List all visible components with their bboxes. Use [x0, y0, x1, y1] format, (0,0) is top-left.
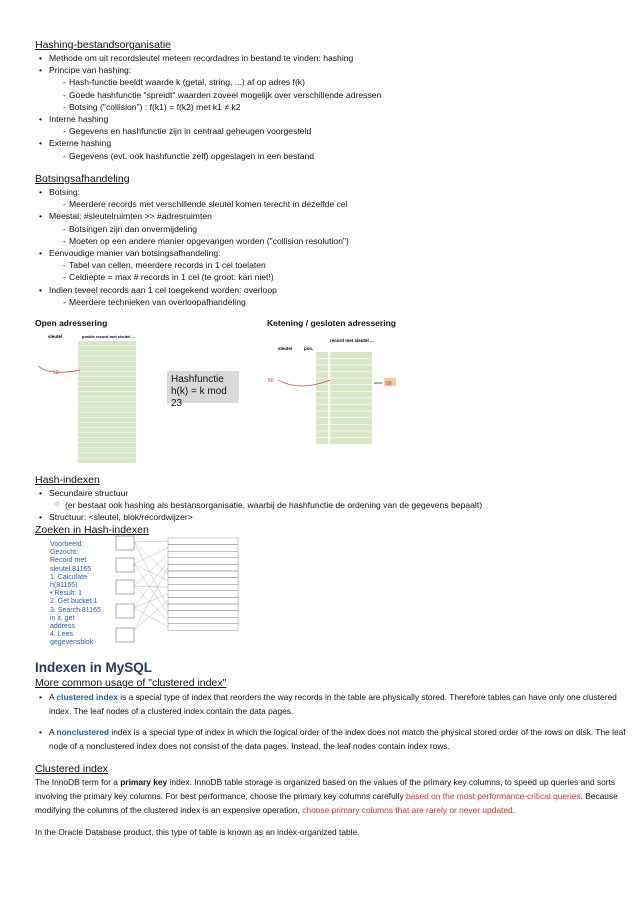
open-table-cell — [78, 382, 136, 387]
chain-record-cell — [330, 398, 372, 404]
bucket-pointer — [134, 564, 168, 581]
list-item: - Celdiepte = max # records in 1 cel (te groot: kan niet!) — [35, 271, 625, 283]
record-row — [168, 617, 238, 624]
open-table-cell — [78, 443, 136, 448]
list-item: - Tabel van cellen, meerdere records in 1 cel toelaten — [35, 259, 625, 271]
figure-step-line: • Result: 1 — [50, 590, 83, 598]
chain-pos-cell — [316, 411, 328, 417]
open-table-cell — [78, 453, 136, 458]
list-item: • Methode om uit recordsleutel meteen recordadres in bestand te vinden: hashing — [35, 52, 625, 64]
bucket-box — [116, 536, 134, 550]
open-table-cell — [78, 418, 136, 423]
bucket-pointer — [134, 554, 168, 586]
open-table-cell — [78, 458, 136, 463]
list-item: - Meerdere records met verschillende sleutel komen terecht in dezelfde cel — [35, 198, 625, 210]
record-row — [168, 551, 238, 558]
open-table-cell — [78, 412, 136, 417]
open-table-cell — [78, 402, 136, 407]
list-item: • Indien teveel records aan 1 cel toegekend worden: overloop — [35, 284, 625, 296]
open-table-cell — [78, 377, 136, 382]
figure-step-line: Voorbeeld: — [50, 541, 84, 548]
list-item: ○ (er bestaat ook hashing als bestansorganisatie, waarbij de hashfunctie de ordening van de gegevens bepaalt) — [35, 499, 625, 511]
list-item: - Botsing ("collision") : f(k1) = f(k2) met k1 ≠ k2 — [35, 101, 625, 113]
bucket-pointer — [134, 548, 168, 564]
chain-overflow-value: 50 — [386, 381, 392, 387]
figure-step-line: sleutel 81165 — [50, 565, 92, 573]
list-item: - Gegevens (evt. ook hashfunctie zelf) opgeslagen in een bestand — [35, 150, 625, 162]
list-item: • Meestal: #sleutelruimten >> #adresruimten — [35, 210, 625, 222]
chain-header-pos: pos. — [304, 346, 314, 351]
open-table-cell — [78, 407, 136, 412]
hash-function-box — [167, 371, 239, 409]
list-item: - Botsingen zijn dan onvermijdeling — [35, 223, 625, 235]
chain-pos-cell — [316, 359, 328, 365]
chain-record-cell — [330, 372, 372, 378]
chain-record-cell — [330, 411, 372, 417]
open-header-pos: positie record met sleutel ... — [82, 334, 135, 339]
chain-record-cell — [330, 359, 372, 365]
chain-header-rec: record met sleutel ... — [330, 338, 374, 343]
record-row — [168, 578, 238, 585]
open-table-cell — [78, 356, 136, 361]
hash-function-label: Hashfunctie — [171, 374, 224, 385]
open-header-key: sleutel — [48, 334, 63, 339]
figure-step-line: 4. Lees — [50, 631, 73, 639]
figure-step-line: in it, get — [50, 614, 75, 622]
figure-step-line: Gezocht: — [50, 549, 79, 557]
bucket-pointer — [134, 542, 168, 574]
chain-record-cell — [330, 365, 372, 371]
list-item: - Hash-functie beeldt waarde k (getal, string, ...) af op adres f(k) — [35, 76, 625, 88]
hash-index-figure — [112, 536, 242, 648]
bucket-pointer — [134, 567, 168, 630]
bucket-box — [116, 580, 134, 594]
open-table-cell — [78, 367, 136, 372]
chain-record-cell — [330, 378, 372, 384]
chain-pos-cell — [316, 438, 328, 444]
record-row — [168, 591, 238, 598]
chain-record-cell — [330, 438, 372, 444]
record-row — [168, 604, 238, 611]
open-table-cell — [78, 438, 136, 443]
open-table-cell — [78, 397, 136, 402]
bucket-pointer — [134, 608, 168, 627]
chain-header-key: sleutel — [278, 346, 293, 351]
hash-function-formula: h(k) = k mod 23 — [171, 386, 227, 409]
chaining-table — [270, 330, 410, 455]
open-addressing-table — [30, 330, 140, 465]
open-addressing-title: Open adressering — [35, 318, 108, 328]
open-table-cell — [78, 448, 136, 453]
chain-record-cell — [330, 418, 372, 424]
record-row — [168, 538, 238, 545]
clustered-index-paragraph: The InnoDB term for a primary key index. InnoDB table storage is organized based on the values of the primary key columns, to speed up queries and sorts involving the primary key columns. For best performance, choose the primary key columns carefully based on the most performance-critical queries. Because modifying the columns of the clustered index is an expensive operation, choose primary columns that are rarely or never updated. — [35, 777, 618, 816]
open-table-cell — [78, 361, 136, 366]
chain-record-cell — [330, 425, 372, 431]
record-row — [168, 545, 238, 552]
record-row — [168, 611, 238, 618]
bucket-pointer — [134, 564, 168, 614]
nonclustered-index-bullet: • A nonclustered index is a special type of index in which the logical order of the index does not match the physical stored order of the rows on disk. The leaf node of a nonclustered index does not consist of the data pages. Instead, the leaf nodes contain index rows. — [39, 727, 626, 752]
record-row — [168, 624, 238, 631]
list-item: • Botsing: — [35, 186, 625, 198]
open-table-cell — [78, 387, 136, 392]
list-item: - Moeten op een andere manier opgevangen worden ("collision resolution") — [35, 235, 625, 247]
record-row — [168, 584, 238, 591]
chain-pos-cell — [316, 431, 328, 437]
bucket-pointer — [134, 541, 168, 542]
open-table-cell — [78, 372, 136, 377]
section-title-botsing: Botsingsafhandeling — [35, 173, 130, 185]
list-item: • Externe hashing — [35, 137, 625, 149]
oracle-note: In the Oracle Database product, this type of table is known as an index-organized table. — [35, 827, 360, 837]
record-row — [168, 597, 238, 604]
figure-step-line: address — [50, 623, 75, 631]
chain-pos-cell — [316, 392, 328, 398]
list-item: - Goede hashfunctie "spreidt" waarden zoveel mogelijk over verschillende adressen — [35, 89, 625, 101]
chain-pos-cell — [316, 418, 328, 424]
clustered-index-title: Clustered index — [35, 763, 108, 775]
mysql-subtitle: More common usage of "clustered index" — [35, 677, 227, 689]
chain-record-cell — [330, 405, 372, 411]
list-item: - Gegevens en hashfunctie zijn in centraal geheugen voorgesteld — [35, 125, 625, 137]
hashindexen-list — [35, 487, 625, 524]
clustered-index-keyword: clustered index — [56, 692, 118, 702]
clustered-index-bullet: • A clustered index is a special type of index that reorders the way records in the table are physically stored. Therefore tables can have only one clustered index. The leaf nodes of a clustered index contain the data pages. — [39, 692, 617, 717]
chain-pos-cell — [316, 425, 328, 431]
bucket-box — [116, 558, 134, 572]
list-item: - Meerdere technieken van overloopafhandeling — [35, 296, 625, 308]
open-table-cell — [78, 423, 136, 428]
chaining-title: Ketening / gesloten adressering — [267, 318, 396, 328]
open-table-cell — [78, 351, 136, 356]
figure-step-line: 2. Get bucket 1 — [50, 598, 98, 606]
record-row — [168, 564, 238, 571]
list-item: • Structuur: <sleutel, blok/recordwijzer> — [35, 511, 625, 523]
section-title-hashindexen: Hash-indexen — [35, 474, 100, 486]
bucket-box — [116, 628, 134, 642]
open-table-cell — [78, 433, 136, 438]
bucket-pointer — [134, 542, 168, 607]
section-title-hashing: Hashing-bestandsorganisatie — [35, 39, 172, 51]
figure-step-line: 3. Search 81165 — [50, 606, 101, 614]
zoeken-figure-steps — [50, 541, 112, 648]
mysql-title: Indexen in MySQL — [35, 660, 153, 675]
open-table-cell — [78, 341, 136, 346]
chain-fifty-label: 50 — [268, 378, 274, 384]
chain-pos-cell — [316, 385, 328, 391]
botsing-list — [35, 186, 625, 308]
record-row — [168, 558, 238, 565]
chain-record-cell — [330, 431, 372, 437]
figure-step-line: 1. Calculate — [50, 573, 87, 581]
chain-pos-cell — [316, 352, 328, 358]
list-item: • Principe van hashing: — [35, 64, 625, 76]
section-title-zoeken: Zoeken in Hash-indexen — [35, 524, 149, 536]
list-item: • Secundaire structuur — [35, 487, 625, 499]
record-row — [168, 571, 238, 578]
figure-step-line: gegevensblok — [50, 639, 94, 647]
chain-pos-cell — [316, 398, 328, 404]
open-table-cell — [78, 346, 136, 351]
chain-record-cell — [330, 352, 372, 358]
nonclustered-keyword: nonclustered — [56, 727, 110, 737]
hashing-list — [35, 52, 625, 162]
open-table-cell — [78, 392, 136, 397]
chain-pos-cell — [316, 372, 328, 378]
chain-record-cell — [330, 392, 372, 398]
bucket-pointer — [134, 586, 168, 587]
open-collision-arrow — [38, 366, 80, 372]
open-fifty-label: 50 — [53, 370, 59, 376]
chain-pos-cell — [316, 365, 328, 371]
figure-step-line: h(81165) — [50, 582, 78, 590]
bucket-box — [116, 604, 134, 618]
chain-record-cell — [330, 385, 372, 391]
open-table-cell — [78, 428, 136, 433]
list-item: • Interne hashing — [35, 113, 625, 125]
list-item: • Eenvoudige manier van botsingsafhandeling: — [35, 247, 625, 259]
chain-pos-cell — [316, 405, 328, 411]
figure-step-line: Record met — [50, 557, 87, 565]
